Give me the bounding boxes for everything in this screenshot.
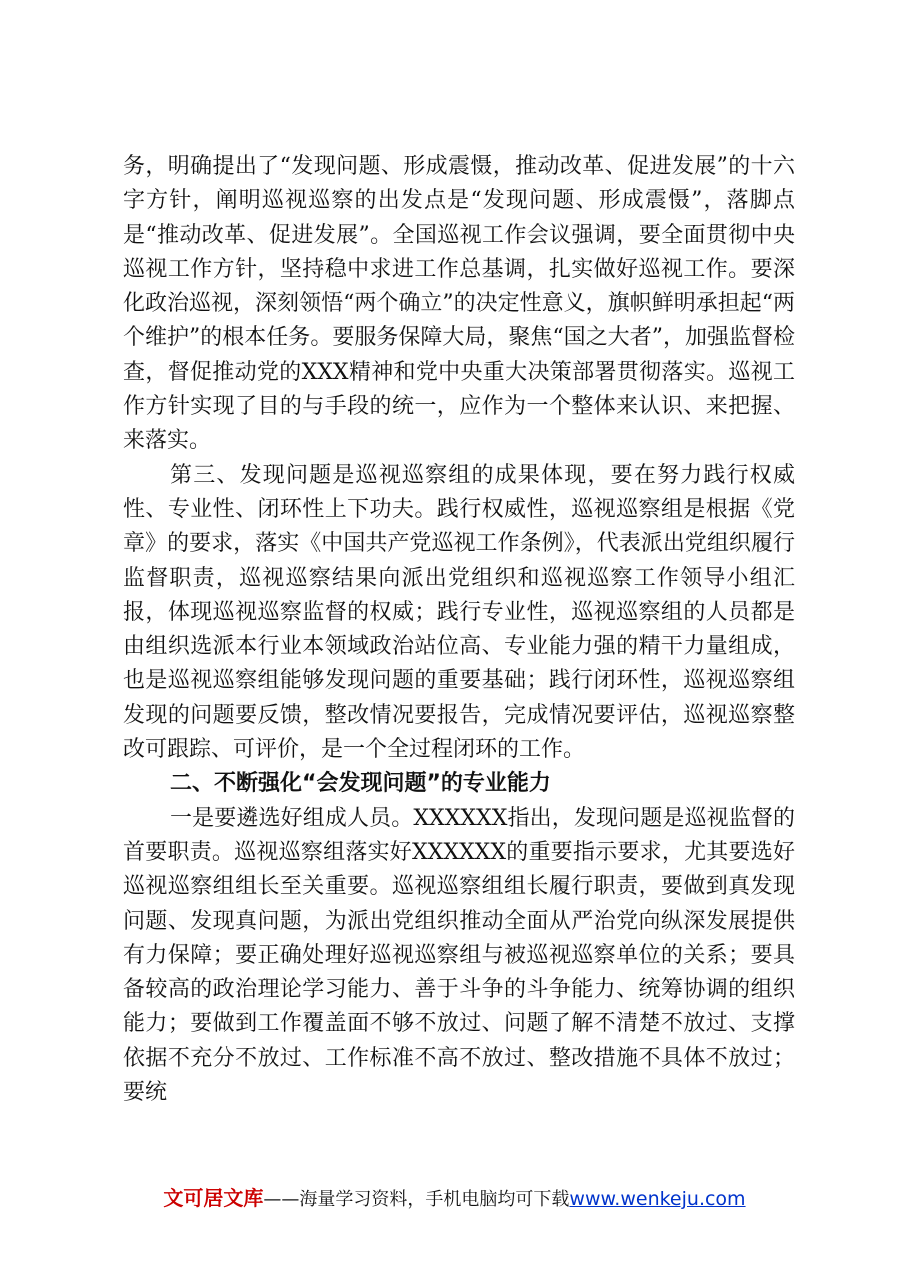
footer-brand: 文可居文库: [163, 1186, 264, 1210]
footer-link[interactable]: www.wenkeju.com: [569, 1188, 746, 1210]
paragraph-1: 务，明确提出了“发现问题、形成震慑，推动改革、促进发展”的十六字方针，阐明巡视巡察的出发点是“发现问题、形成震慑”，落脚点是“推动改革、促进发展”。全国巡视工作会议强调，要全面贯彻中央巡视工作方针，坚持稳中求进工作总基调，扎实做好巡视工作。要深化政治巡视，深刻领悟“两个确立”的决定性意义，旗帜鲜明承担起“两个维护”的根本任务。要服务保障大局，聚焦“国之大者”，加强监督检查，督促推动党的XXX精神和党中央重大决策部署贯彻落实。巡视工作方针实现了目的与手段的统一，应作为一个整体来认识、来把握、来落实。: [123, 154, 795, 454]
paragraph-2: 第三、发现问题是巡视巡察组的成果体现，要在努力践行权威性、专业性、闭环性上下功夫。践行权威性，巡视巡察组是根据《党章》的要求，落实《中国共产党巡视工作条例》，代表派出党组织履行监督职责，巡视巡察结果向派出党组织和巡视巡察工作领导小组汇报，体现巡视巡察监督的权威；践行专业性，巡视巡察组的人员都是由组织选派本行业本领域政治站位高、专业能力强的精干力量组成，也是巡视巡察组能够发现问题的重要基础；践行闭环性，巡视巡察组发现的问题要反馈，整改情况要报告，完成情况要评估，巡视巡察整改可跟踪、可评价，是一个全过程闭环的工作。: [123, 462, 795, 763]
document-body: [123, 150, 795, 1110]
section-heading: 二、不断强化“会发现问题”的专业能力: [170, 771, 551, 797]
paragraph-3: 一是要遴选好组成人员。XXXXXX指出，发现问题是巡视监督的首要职责。巡视巡察组落实好XXXXXX的重要指示要求，尤其要选好巡视巡察组组长至关重要。巡视巡察组组长履行职责，要做到真发现问题、发现真问题，为派出党组织推动全面从严治党向纵深发展提供有力保障；要正确处理好巡视巡察组与被巡视巡察单位的关系；要具备较高的政治理论学习能力、善于斗争的斗争能力、统筹协调的组织能力；要做到工作覆盖面不够不放过、问题了解不清楚不放过、支撑依据不充分不放过、工作标准不高不放过、整改措施不具体不放过；要统: [123, 805, 795, 1106]
footer-tagline: ——海量学习资料，手机电脑均可下载: [263, 1189, 570, 1210]
footer-banner: [0, 1182, 909, 1211]
